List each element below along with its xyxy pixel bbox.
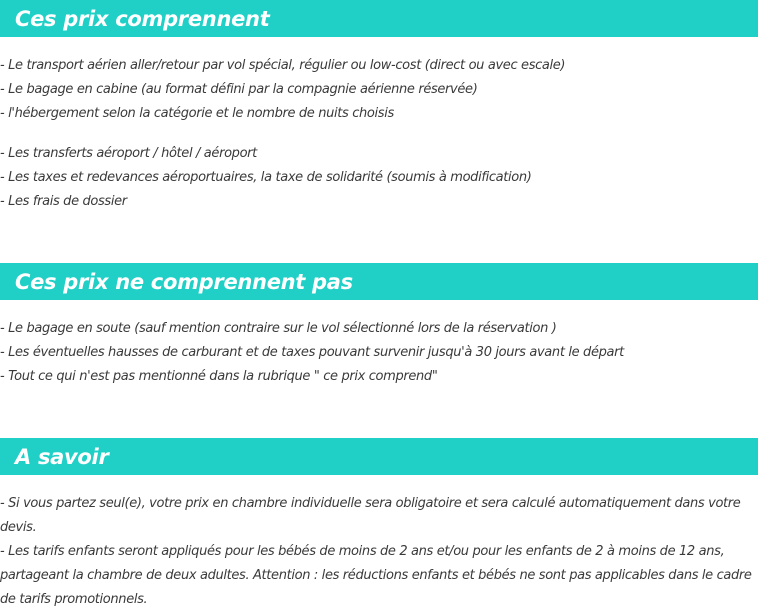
list-item: - Les éventuelles hausses de carburant et de taxes pouvant survenir jusqu'à 30 jours avant le départ bbox=[0, 345, 624, 360]
good-to-know-list bbox=[0, 492, 758, 612]
list-item: - Le transport aérien aller/retour par vol spécial, régulier ou low-cost (direct ou avec escale) bbox=[0, 58, 566, 73]
section-header-not-included bbox=[0, 263, 758, 300]
list-item: - Le bagage en cabine (au format défini par la compagnie aérienne réservée) bbox=[0, 82, 478, 97]
list-item: - Les transferts aéroport / hôtel / aéroport bbox=[0, 146, 257, 161]
list-item: - l'hébergement selon la catégorie et le nombre de nuits choisis bbox=[0, 106, 394, 121]
list-item: - Tout ce qui n'est pas mentionné dans la rubrique " ce prix comprend" bbox=[0, 369, 438, 384]
section-title: Ces prix comprennent bbox=[15, 6, 270, 31]
included-list bbox=[0, 54, 758, 214]
list-item: - Si vous partez seul(e), votre prix en chambre individuelle sera obligatoire et sera calculé automatiquement dans votre devis. bbox=[0, 496, 741, 535]
list-item: - Les tarifs enfants seront appliqués pour les bébés de moins de 2 ans et/ou pour les enfants de 2 à moins de 12 ans, partageant la chambre de deux adultes. Attention : les réductions enfants et bébés ne sont pas applicables dans le cadre de tarifs promotionnels. bbox=[0, 544, 752, 607]
list-item: - Le bagage en soute (sauf mention contraire sur le vol sélectionné lors de la réservation ) bbox=[0, 321, 557, 336]
section-header-included bbox=[0, 0, 758, 37]
not-included-list bbox=[0, 317, 758, 389]
section-title: Ces prix ne comprennent pas bbox=[15, 269, 353, 294]
section-header-good-to-know bbox=[0, 438, 758, 475]
list-item: - Les taxes et redevances aéroportuaires, la taxe de solidarité (soumis à modification) bbox=[0, 170, 532, 185]
section-title: A savoir bbox=[15, 444, 109, 469]
list-item: - Les frais de dossier bbox=[0, 194, 127, 209]
